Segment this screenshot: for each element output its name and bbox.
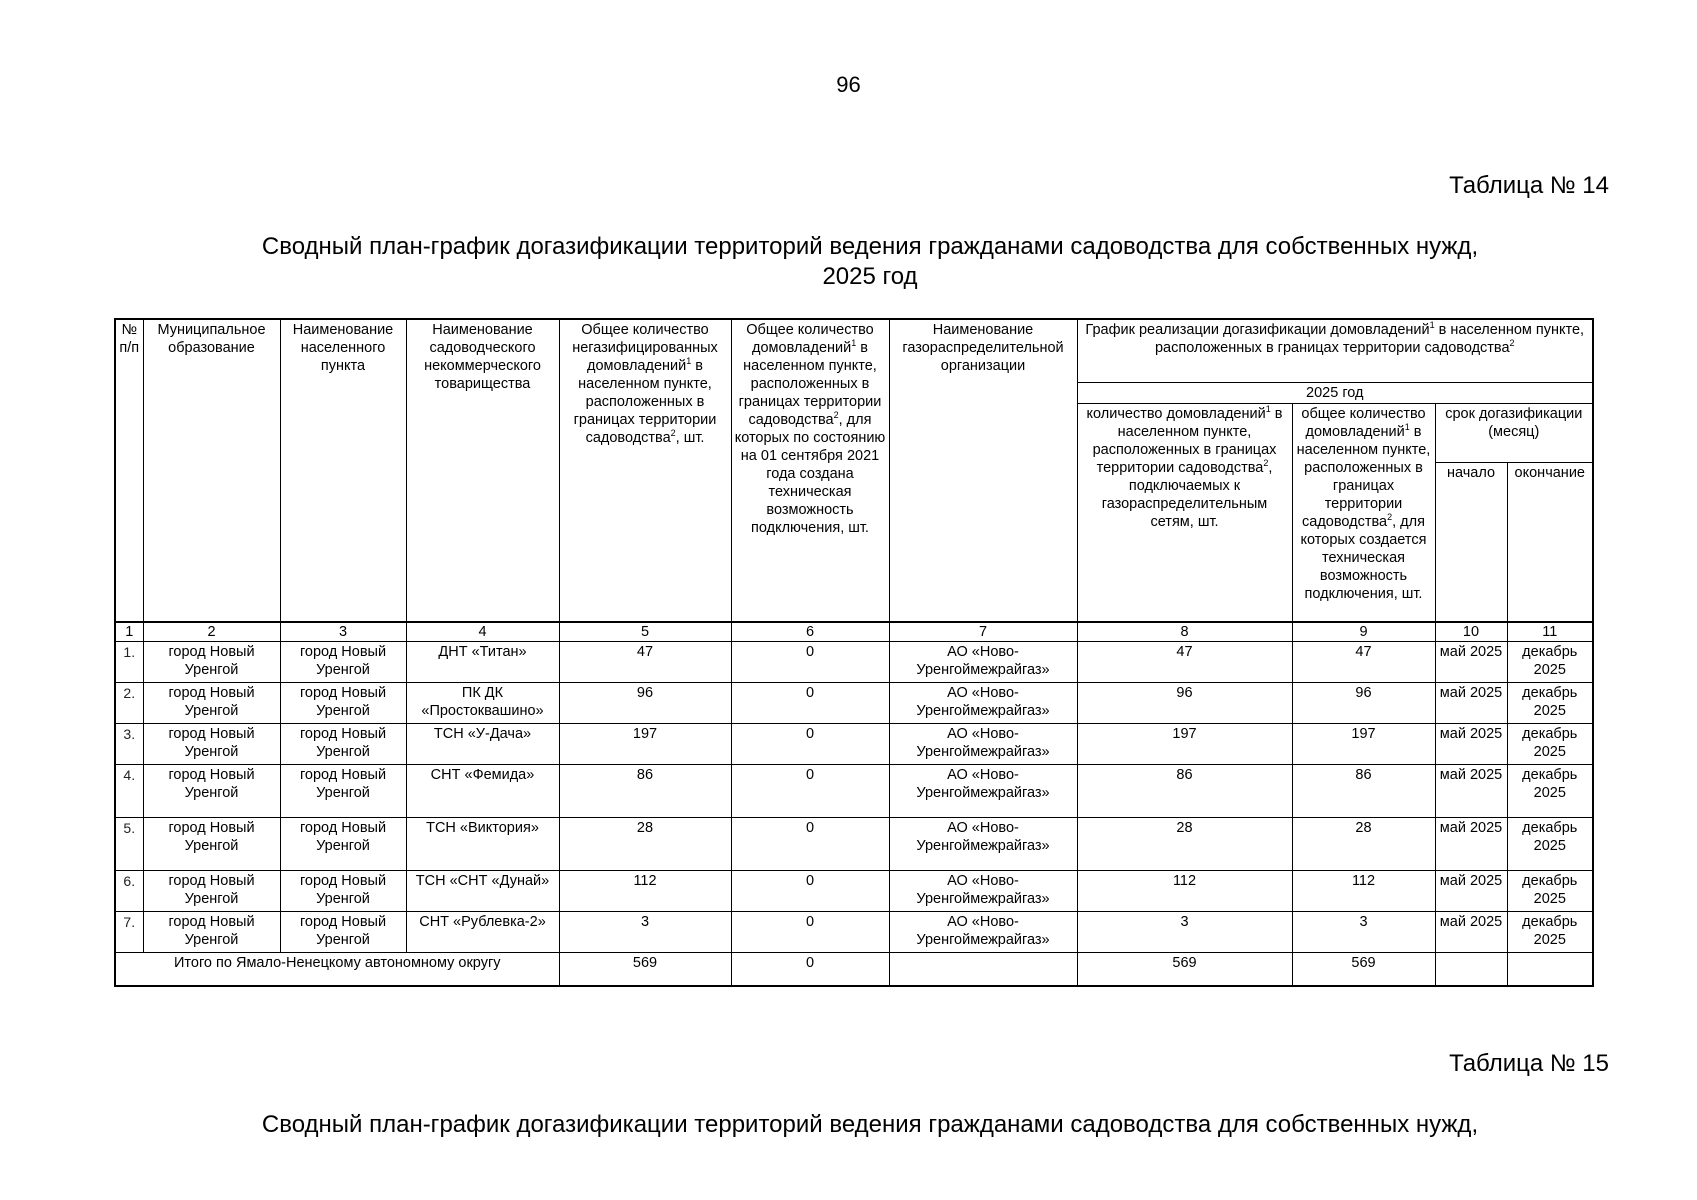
cell-total: 197	[559, 724, 731, 765]
cell-created: 86	[1292, 765, 1435, 818]
total-start	[1435, 953, 1507, 987]
cell-org: АО «Ново-Уренгоймежрайгаз»	[889, 683, 1077, 724]
header-term: срок догазификации (месяц)	[1435, 404, 1593, 463]
cell-snt: ТСН «Виктория»	[406, 818, 559, 871]
cell-connected: 86	[1077, 765, 1292, 818]
header-end: окончание	[1507, 463, 1593, 623]
footnote-1-marker: 1	[851, 338, 857, 349]
cell-created: 3	[1292, 912, 1435, 953]
total-end	[1507, 953, 1593, 987]
cell-settlement: город Новый Уренгой	[280, 724, 406, 765]
cell-start: май 2025	[1435, 818, 1507, 871]
total-label: Итого по Ямало-Ненецкому автономному округу	[115, 953, 559, 987]
table-row	[115, 642, 1593, 683]
cell-org: АО «Ново-Уренгоймежрайгаз»	[889, 912, 1077, 953]
cell-total: 28	[559, 818, 731, 871]
column-number: 8	[1077, 622, 1292, 642]
cell-end: декабрь 2025	[1507, 871, 1593, 912]
total-row	[115, 953, 1593, 987]
footnote-2-marker: 2	[1387, 512, 1393, 523]
header-connected-count	[1077, 404, 1292, 623]
cell-municipality: город Новый Уренгой	[143, 818, 280, 871]
total-org	[889, 953, 1077, 987]
column-number: 5	[559, 622, 731, 642]
cell-municipality: город Новый Уренгой	[143, 871, 280, 912]
header-row-number: № п/п	[115, 319, 143, 622]
cell-capable: 0	[731, 765, 889, 818]
cell-total: 96	[559, 683, 731, 724]
cell-municipality: город Новый Уренгой	[143, 724, 280, 765]
header-snt-name: Наименование садоводческого некоммерческого товарищества	[406, 319, 559, 622]
table-row	[115, 724, 1593, 765]
table-row	[115, 765, 1593, 818]
total-created: 569	[1292, 953, 1435, 987]
table-row	[115, 912, 1593, 953]
cell-end: декабрь 2025	[1507, 912, 1593, 953]
cell-snt: ТСН «У-Дача»	[406, 724, 559, 765]
footnote-2-marker: 2	[833, 410, 839, 421]
table-row	[115, 683, 1593, 724]
header-municipality: Муниципальное образование	[143, 319, 280, 622]
table-14-label: Таблица № 14	[1449, 172, 1609, 199]
header-connected-text-b: в населенном пункте, расположенных в границах территории садоводства	[1092, 406, 1283, 476]
header-created-text-a: общее количество домовладений	[1301, 406, 1426, 440]
cell-end: декабрь 2025	[1507, 724, 1593, 765]
footnote-1-marker: 1	[1429, 320, 1435, 331]
cell-settlement: город Новый Уренгой	[280, 683, 406, 724]
cell-capable: 0	[731, 724, 889, 765]
header-schedule-group	[1077, 319, 1593, 383]
header-capable-text-b: в населенном пункте, расположенных в границах территории садоводства	[738, 340, 882, 428]
cell-capable: 0	[731, 818, 889, 871]
cell-snt: ТСН «СНТ «Дунай»	[406, 871, 559, 912]
header-created-text-b: в населенном пункте, расположенных в границах территории садоводства	[1296, 424, 1431, 530]
cell-capable: 0	[731, 871, 889, 912]
column-number: 6	[731, 622, 889, 642]
table-row	[115, 818, 1593, 871]
table-row	[115, 871, 1593, 912]
header-settlement: Наименование населенного пункта	[280, 319, 406, 622]
header-schedule-text-b: в населенном пункте, расположенных в границах территории садоводства	[1154, 322, 1585, 356]
cell-snt: ДНТ «Титан»	[406, 642, 559, 683]
header-total-ungasified	[559, 319, 731, 622]
cell-created: 197	[1292, 724, 1435, 765]
cell-capable: 0	[731, 642, 889, 683]
footnote-1-marker: 1	[1404, 422, 1410, 433]
column-number: 9	[1292, 622, 1435, 642]
column-number: 11	[1507, 622, 1593, 642]
cell-settlement: город Новый Уренгой	[280, 912, 406, 953]
row-number: 1.	[115, 642, 143, 683]
gasification-schedule-table	[114, 318, 1594, 987]
cell-created: 47	[1292, 642, 1435, 683]
cell-snt: СНТ «Фемида»	[406, 765, 559, 818]
cell-municipality: город Новый Уренгой	[143, 912, 280, 953]
cell-settlement: город Новый Уренгой	[280, 871, 406, 912]
cell-connected: 96	[1077, 683, 1292, 724]
table-15-heading: Сводный план-график догазификации территорий ведения гражданами садоводства для собственных нужд,	[261, 1111, 1479, 1138]
cell-end: декабрь 2025	[1507, 642, 1593, 683]
cell-created: 112	[1292, 871, 1435, 912]
total-ungasified: 569	[559, 953, 731, 987]
cell-start: май 2025	[1435, 765, 1507, 818]
cell-start: май 2025	[1435, 642, 1507, 683]
cell-capable: 0	[731, 683, 889, 724]
header-connected-text-c: , подключаемых к газораспределительным сетям, шт.	[1101, 460, 1273, 530]
table-14-heading-line2: 2025 год	[822, 263, 918, 290]
cell-connected: 112	[1077, 871, 1292, 912]
cell-org: АО «Ново-Уренгоймежрайгаз»	[889, 818, 1077, 871]
cell-start: май 2025	[1435, 871, 1507, 912]
row-number: 2.	[115, 683, 143, 724]
column-number: 1	[115, 622, 143, 642]
total-capable: 0	[731, 953, 889, 987]
footnote-1-marker: 1	[686, 356, 692, 367]
column-number: 10	[1435, 622, 1507, 642]
header-gas-org: Наименование газораспределительной организации	[889, 319, 1077, 622]
cell-municipality: город Новый Уренгой	[143, 765, 280, 818]
table-14-heading-line1: Сводный план-график догазификации территорий ведения гражданами садоводства для собственных нужд,	[261, 233, 1479, 260]
cell-org: АО «Ново-Уренгоймежрайгаз»	[889, 871, 1077, 912]
cell-snt: СНТ «Рублевка-2»	[406, 912, 559, 953]
header-capable-2021	[731, 319, 889, 622]
cell-connected: 3	[1077, 912, 1292, 953]
column-number: 2	[143, 622, 280, 642]
header-total-ungasified-text-b: в населенном пункте, расположенных в границах территории садоводства	[573, 358, 717, 446]
row-number: 7.	[115, 912, 143, 953]
cell-start: май 2025	[1435, 912, 1507, 953]
row-number: 6.	[115, 871, 143, 912]
header-capable-text-c: , для которых по состоянию на 01 сентября 2021 года создана техническая возможность подключения, шт.	[734, 412, 886, 536]
cell-created: 96	[1292, 683, 1435, 724]
cell-settlement: город Новый Уренгой	[280, 818, 406, 871]
cell-connected: 47	[1077, 642, 1292, 683]
cell-org: АО «Ново-Уренгоймежрайгаз»	[889, 642, 1077, 683]
cell-total: 86	[559, 765, 731, 818]
footnote-2-marker: 2	[670, 428, 676, 439]
page-number: 96	[836, 72, 861, 97]
cell-end: декабрь 2025	[1507, 683, 1593, 724]
cell-org: АО «Ново-Уренгоймежрайгаз»	[889, 724, 1077, 765]
cell-start: май 2025	[1435, 724, 1507, 765]
footnote-2-marker: 2	[1509, 338, 1515, 349]
total-connected: 569	[1077, 953, 1292, 987]
cell-total: 112	[559, 871, 731, 912]
cell-connected: 28	[1077, 818, 1292, 871]
cell-municipality: город Новый Уренгой	[143, 642, 280, 683]
row-number: 3.	[115, 724, 143, 765]
row-number: 5.	[115, 818, 143, 871]
header-capable-text-a: Общее количество домовладений	[746, 322, 874, 356]
cell-end: декабрь 2025	[1507, 818, 1593, 871]
table-15-label: Таблица № 15	[1449, 1050, 1609, 1077]
cell-capable: 0	[731, 912, 889, 953]
cell-municipality: город Новый Уренгой	[143, 683, 280, 724]
column-number: 4	[406, 622, 559, 642]
cell-total: 47	[559, 642, 731, 683]
cell-settlement: город Новый Уренгой	[280, 765, 406, 818]
column-number-row	[115, 622, 1593, 642]
column-number: 7	[889, 622, 1077, 642]
row-number: 4.	[115, 765, 143, 818]
column-number: 3	[280, 622, 406, 642]
cell-created: 28	[1292, 818, 1435, 871]
footnote-1-marker: 1	[1265, 404, 1271, 415]
cell-end: декабрь 2025	[1507, 765, 1593, 818]
header-created-text-c: , для которых создается техническая возможность подключения, шт.	[1300, 514, 1427, 602]
cell-settlement: город Новый Уренгой	[280, 642, 406, 683]
table-14-heading	[150, 232, 1590, 292]
cell-total: 3	[559, 912, 731, 953]
cell-org: АО «Ново-Уренгоймежрайгаз»	[889, 765, 1077, 818]
header-capability-created	[1292, 404, 1435, 623]
header-connected-text-a: количество домовладений	[1086, 406, 1266, 422]
header-start: начало	[1435, 463, 1507, 623]
header-schedule-text-a: График реализации догазификации домовладений	[1085, 322, 1430, 338]
header-year: 2025 год	[1077, 383, 1593, 404]
cell-connected: 197	[1077, 724, 1292, 765]
cell-snt: ПК ДК «Простоквашино»	[406, 683, 559, 724]
header-total-ungasified-text-c: , шт.	[675, 430, 705, 446]
header-total-ungasified-text-a: Общее количество негазифицированных домовладений	[572, 322, 718, 374]
cell-start: май 2025	[1435, 683, 1507, 724]
footnote-2-marker: 2	[1263, 458, 1269, 469]
